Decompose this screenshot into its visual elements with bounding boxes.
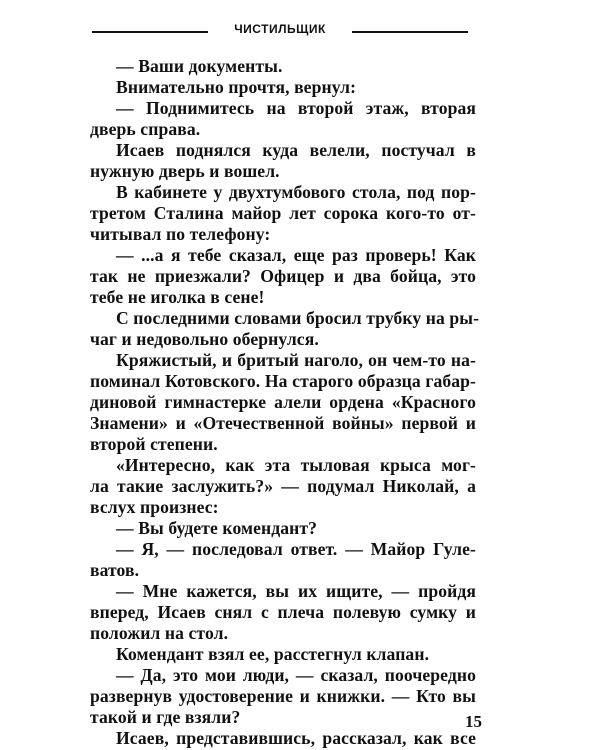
page-number: 15 (465, 712, 482, 731)
text-line: читывал по телефону: (90, 224, 271, 244)
text-line: Комендант взял ее, расстегнул клапан. (116, 644, 430, 664)
text-line: «Интересно, как эта тыловая крыса мог- (116, 455, 476, 475)
text-line: Знамени» и «Отечественной войны» первой и (90, 413, 476, 433)
text-line: Исаев, представившись, рассказал, как все (116, 728, 476, 748)
text-line: дверь справа. (90, 119, 201, 139)
text-line: диновой гимнастерке алели ордена «Красного (90, 392, 476, 412)
text-line: — Да, это мои люди, — сказал, поочередно (116, 665, 476, 685)
text-line: ватов. (90, 560, 140, 580)
text-line: — ...а я тебе сказал, еще раз проверь! Как (116, 245, 476, 265)
text-line: — Мне кажется, вы их ищите, — пройдя (116, 581, 476, 601)
text-line: поминал Котовского. На старого образца габар- (90, 371, 476, 391)
text-line: положил на стол. (90, 623, 229, 643)
text-line: вперед, Исаев снял с плеча полевую сумку и (90, 602, 476, 622)
text-line: — Ваши документы. (116, 56, 283, 76)
text-line: — Вы будете комендант? (116, 518, 318, 538)
text-line: такой и где взяли? (90, 707, 241, 727)
text-line: ла такие заслужить?» — подумал Николай, а (90, 476, 476, 496)
text-line: Внимательно прочтя, вернул: (116, 77, 357, 97)
text-line: — Поднимитесь на второй этаж, вторая (116, 98, 476, 118)
body-text (90, 56, 480, 749)
text-line: развернув удостоверение и книжки. — Кто вы (90, 686, 476, 706)
text-line: второй степени. (90, 434, 218, 454)
text-line: нужную дверь и вошел. (90, 161, 280, 181)
text-line: вслух произнес: (90, 497, 219, 517)
text-line: третом Сталина майор лет сорока кого-то от- (90, 203, 476, 223)
text-line: тебе не иголка в сене! (90, 287, 265, 307)
text-line: Кряжистый, и бритый наголо, он чем-то на- (116, 350, 476, 370)
running-head-title: ЧИСТИЛЬЩИК (234, 22, 326, 36)
text-line: так не приезжали? Офицер и два бойца, это (90, 266, 476, 286)
running-head (90, 18, 470, 42)
text-line: Исаев поднялся куда велели, постучал в (116, 140, 476, 160)
text-line: В кабинете у двухтумбового стола, под пор- (116, 182, 476, 202)
text-line: С последними словами бросил трубку на ры- (116, 308, 480, 328)
header-rule-right (352, 31, 468, 33)
text-line: — Я, — последовал ответ. — Майор Гуле- (116, 539, 476, 559)
text-line: чаг и недовольно обернулся. (90, 329, 319, 349)
